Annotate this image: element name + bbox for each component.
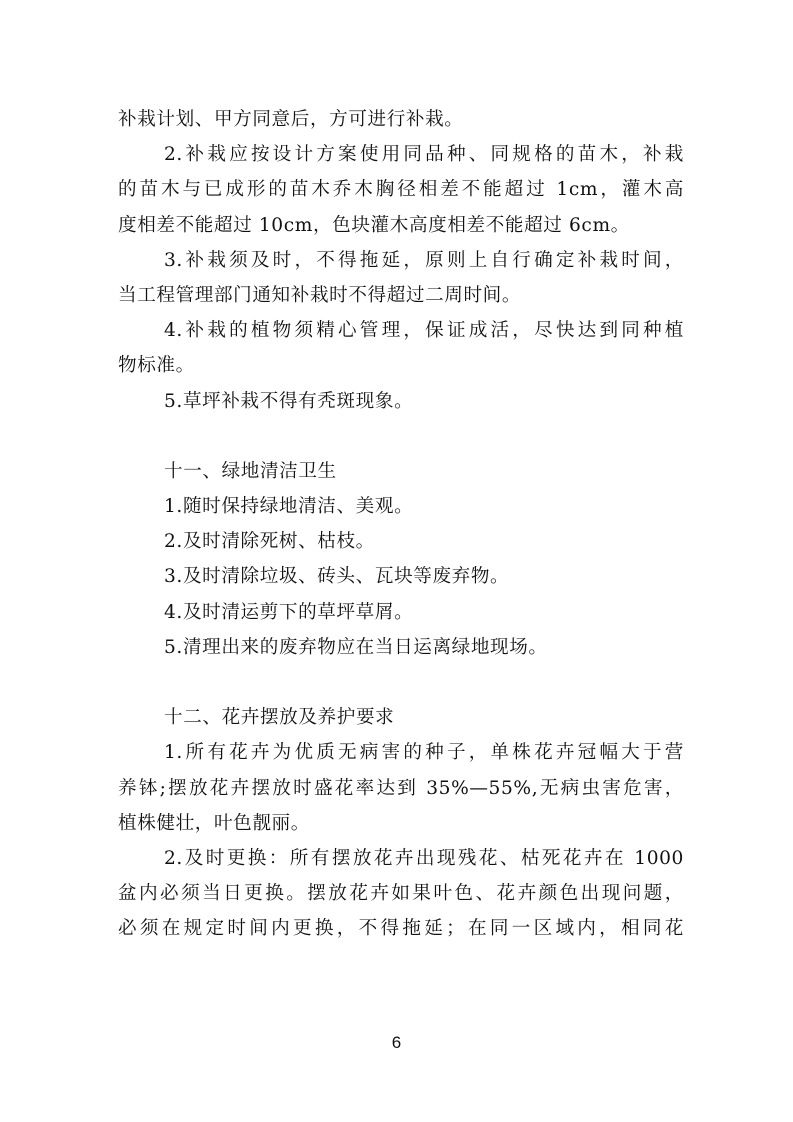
paragraph-line: 1.所有花卉为优质无病害的种子，单株花卉冠幅大于营 bbox=[164, 742, 684, 764]
section-heading: 十二、花卉摆放及养护要求 bbox=[164, 707, 395, 729]
paragraph-line: 必须在规定时间内更换，不得拖延；在同一区域内，相同花 bbox=[118, 918, 684, 940]
section-heading: 十一、绿地清洁卫生 bbox=[164, 460, 337, 482]
paragraph-line: 植株健壮，叶色靓丽。 bbox=[118, 812, 310, 834]
paragraph-line: 养钵;摆放花卉摆放时盛花率达到 35%—55%,无病虫害危害， bbox=[118, 777, 684, 799]
paragraph-line: 5.草坪补栽不得有秃斑现象。 bbox=[164, 390, 414, 412]
list-item: 5.清理出来的废弃物应在当日运离绿地现场。 bbox=[164, 636, 548, 658]
list-item: 3.及时清除垃圾、砖头、瓦块等废弃物。 bbox=[164, 566, 510, 588]
paragraph-line: 当工程管理部门通知补栽时不得超过二周时间。 bbox=[118, 284, 522, 306]
paragraph-line: 2.补栽应按设计方案使用同品种、同规格的苗木，补栽 bbox=[164, 144, 684, 166]
document-page bbox=[118, 102, 684, 947]
paragraph-line: 的苗木与已成形的苗木乔木胸径相差不能超过 1cm，灌木高 bbox=[118, 179, 684, 201]
list-item: 2.及时清除死树、枯枝。 bbox=[164, 531, 375, 553]
page-number: 6 bbox=[391, 1033, 402, 1052]
list-item: 1.随时保持绿地清洁、美观。 bbox=[164, 496, 414, 518]
paragraph-line: 2.及时更换：所有摆放花卉出现残花、枯死花卉在 1000 bbox=[164, 847, 684, 869]
paragraph-line: 4.补栽的植物须精心管理，保证成活，尽快达到同种植 bbox=[164, 320, 684, 342]
list-item: 4.及时清运剪下的草坪草屑。 bbox=[164, 601, 414, 623]
blank-line bbox=[118, 419, 684, 454]
paragraph-line: 3.补栽须及时，不得拖延，原则上自行确定补栽时间， bbox=[164, 249, 684, 271]
paragraph-line: 物标准。 bbox=[118, 355, 195, 377]
paragraph-line: 度相差不能超过 10cm，色块灌木高度相差不能超过 6cm。 bbox=[118, 214, 630, 236]
blank-line bbox=[118, 665, 684, 700]
paragraph-line: 盆内必须当日更换。摆放花卉如果叶色、花卉颜色出现问题， bbox=[118, 883, 684, 905]
paragraph-line: 补栽计划、甲方同意后，方可进行补栽。 bbox=[118, 109, 464, 130]
